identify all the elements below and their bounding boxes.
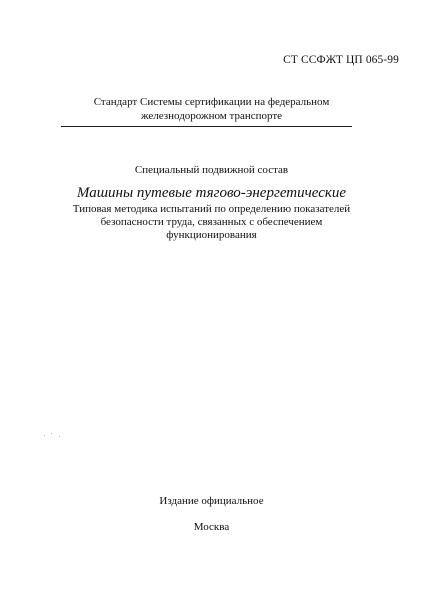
- document-title: Машины путевые тягово-энергетические: [76, 185, 347, 201]
- document-subtitle: [0, 203, 423, 242]
- scan-specks: [44, 433, 68, 439]
- subtitle-line: функционирования: [166, 229, 257, 241]
- city-label: Москва: [193, 521, 230, 533]
- subtitle-line: Типовая методика испытаний по определению показателей: [72, 203, 351, 215]
- horizontal-divider: [61, 126, 352, 127]
- document-code: СТ ССФЖТ ЦП 065-99: [283, 54, 399, 66]
- standard-line: Стандарт Системы сертификации на федеральном: [93, 96, 330, 108]
- edition-label: Издание официальное: [159, 495, 264, 507]
- category-label: Специальный подвижной состав: [134, 164, 289, 176]
- subtitle-line: безопасности труда, связанных с обеспечением: [100, 216, 323, 228]
- standard-line: железнодорожном транспорте: [140, 110, 283, 122]
- standard-heading: [0, 95, 423, 123]
